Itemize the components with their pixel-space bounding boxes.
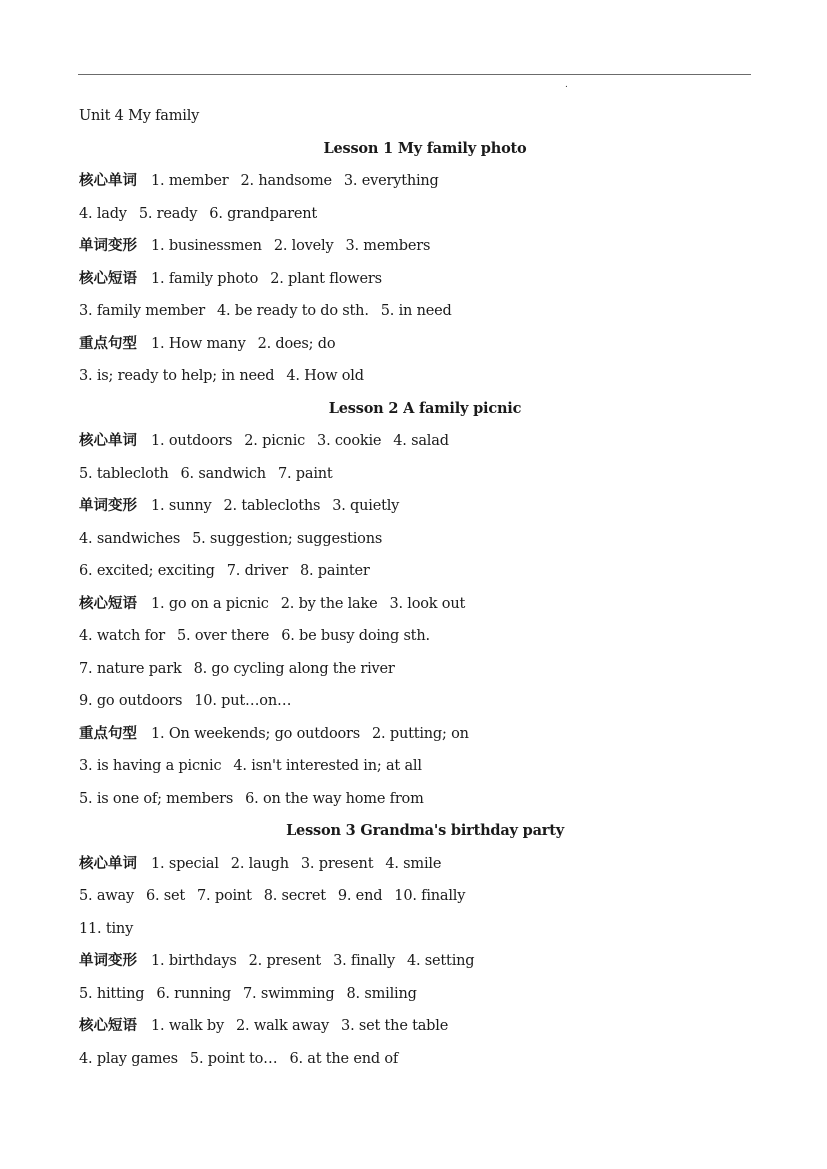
answer-item: 3. cookie (317, 433, 382, 449)
answer-item: 3. set the table (341, 1018, 449, 1034)
document-body (79, 100, 751, 1075)
section-label: 重点句型 (79, 724, 137, 742)
answer-line (79, 978, 751, 1011)
answer-line (79, 783, 751, 816)
answer-item: 4. lady (79, 205, 127, 222)
answer-item: 4. smile (385, 855, 442, 872)
answer-line (79, 1043, 751, 1076)
answer-item: 10. put…on… (194, 693, 292, 709)
answer-item: 2. handsome (240, 173, 332, 189)
section-label: 核心短语 (79, 269, 137, 287)
answer-line (79, 425, 751, 458)
answer-item: 7. driver (226, 563, 288, 579)
answer-item: 4. setting (406, 953, 475, 969)
answer-line (79, 360, 751, 393)
section-label: 核心单词 (79, 432, 137, 449)
section-label: 单词变形 (79, 952, 137, 969)
answer-item: 3. members (345, 238, 431, 254)
answer-item: 4. isn't interested in; at all (233, 758, 422, 774)
answer-item: 4. How old (286, 368, 364, 384)
answer-item: 2. picnic (244, 433, 306, 449)
answer-item: 2. by the lake (280, 595, 378, 612)
answer-line (79, 523, 751, 556)
lesson-title: Lesson 3 Grandma's birthday party (286, 822, 564, 839)
answer-item: 5. tablecloth (79, 465, 169, 482)
answer-item: 7. nature park (79, 660, 182, 677)
answer-line (79, 1010, 751, 1043)
answer-line (79, 198, 751, 231)
answer-line (79, 263, 751, 296)
answer-item: 6. running (156, 985, 231, 1002)
answer-item: 3. is; ready to help; in need (79, 368, 275, 384)
answer-item: 3. present (300, 855, 374, 872)
answer-item: 4. sandwiches (79, 530, 181, 547)
answer-item: 7. swimming (243, 985, 335, 1002)
section-label: 重点句型 (79, 334, 137, 352)
answer-item: 5. ready (138, 205, 198, 222)
answer-item: 2. does; do (257, 335, 336, 352)
answer-item: 9. end (337, 888, 383, 904)
answer-item: 2. laugh (230, 855, 289, 872)
answer-item: 8. go cycling along the river (193, 660, 395, 677)
answer-item: 3. everything (343, 173, 439, 189)
answer-item: 6. at the end of (289, 1050, 399, 1067)
answer-item: 6. set (145, 888, 186, 904)
answer-item: 1. member (151, 173, 229, 189)
answer-line (79, 685, 751, 718)
answer-item: 4. play games (79, 1050, 178, 1067)
answer-line (79, 458, 751, 491)
answer-line (79, 295, 751, 328)
answer-line (79, 165, 751, 198)
answer-item: 6. sandwich (180, 465, 266, 482)
unit-title: Unit 4 My family (79, 108, 200, 124)
section-label: 单词变形 (79, 497, 137, 514)
answer-item: 1. outdoors (151, 433, 233, 449)
answer-item: 2. present (248, 953, 322, 969)
answer-item: 3. quietly (332, 498, 400, 514)
answer-item: 8. smiling (346, 985, 417, 1002)
answer-line (79, 718, 751, 751)
answer-item: 2. putting; on (372, 725, 469, 742)
answer-line (79, 620, 751, 653)
lesson-title: Lesson 2 A family picnic (328, 399, 522, 417)
answer-item: 1. sunny (151, 498, 212, 514)
answer-item: 1. go on a picnic (151, 595, 269, 612)
answer-line (79, 750, 751, 783)
answer-item: 2. lovely (273, 238, 334, 254)
answer-item: 5. hitting (79, 985, 145, 1002)
answer-item: 5. over there (177, 628, 270, 644)
answer-item: 8. secret (263, 888, 326, 904)
header-rule (78, 74, 751, 75)
answer-item: 7. point (197, 888, 252, 904)
answer-item: 9. go outdoors (79, 693, 183, 709)
answer-line (79, 653, 751, 686)
answer-item: 10. finally (394, 888, 466, 904)
answer-item: 6. on the way home from (245, 790, 424, 807)
answer-item: 5. away (79, 888, 134, 904)
section-label: 核心短语 (79, 1017, 137, 1034)
answer-item: 3. family member (79, 303, 205, 319)
answer-item: 1. special (151, 855, 219, 872)
answer-item: 2. tablecloths (223, 498, 321, 514)
answer-item: 4. salad (393, 433, 449, 449)
answer-line (79, 880, 751, 913)
answer-item: 11. tiny (79, 920, 134, 937)
answer-item: 1. On weekends; go outdoors (151, 725, 361, 742)
section-label: 核心单词 (79, 854, 137, 872)
answer-line (79, 490, 751, 523)
answer-item: 2. walk away (236, 1018, 330, 1034)
answer-line (79, 913, 751, 946)
answer-item: 5. is one of; members (79, 790, 234, 807)
answer-item: 7. paint (277, 465, 333, 482)
answer-line (79, 328, 751, 361)
answer-line (79, 588, 751, 621)
section-label: 核心短语 (79, 594, 137, 612)
answer-item: 5. suggestion; suggestions (192, 530, 383, 547)
answer-item: 1. family photo (151, 270, 259, 287)
answer-item: 4. watch for (79, 628, 166, 644)
answer-item: 1. businessmen (151, 238, 262, 254)
lessons-container (79, 133, 751, 1076)
answer-item: 6. excited; exciting (79, 563, 215, 579)
header-mark: . (565, 80, 568, 90)
answer-line (79, 230, 751, 263)
answer-item: 3. look out (389, 595, 466, 612)
answer-item: 3. is having a picnic (79, 758, 222, 774)
answer-item: 1. How many (151, 335, 246, 352)
answer-item: 2. plant flowers (270, 270, 382, 287)
answer-item: 4. be ready to do sth. (216, 303, 369, 319)
section-label: 单词变形 (79, 237, 137, 254)
section-label: 核心单词 (79, 172, 137, 189)
answer-line (79, 945, 751, 978)
answer-item: 6. be busy doing sth. (281, 628, 430, 644)
answer-item: 3. finally (333, 953, 395, 969)
answer-item: 6. grandparent (209, 205, 318, 222)
answer-item: 8. painter (299, 563, 370, 579)
answer-line (79, 555, 751, 588)
answer-item: 5. point to… (189, 1050, 278, 1067)
answer-item: 5. in need (380, 303, 452, 319)
answer-item: 1. birthdays (151, 953, 237, 969)
answer-line (79, 848, 751, 881)
lesson-title: Lesson 1 My family photo (323, 139, 527, 157)
answer-item: 1. walk by (151, 1018, 225, 1034)
